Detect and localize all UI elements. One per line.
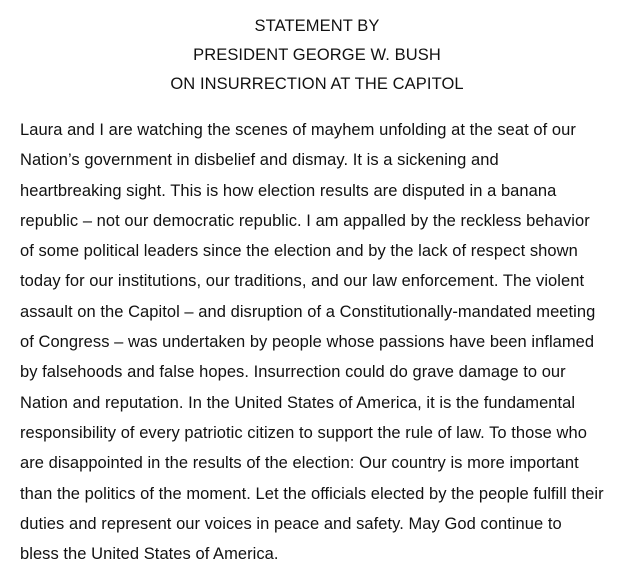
body-line: responsibility of every patriotic citizen to support the rule of law. To those who [20, 423, 587, 442]
body-line: today for our institutions, our traditions, and our law enforcement. The violent [20, 272, 585, 291]
body-line: are disappointed in the results of the election: Our country is more important [20, 454, 579, 473]
body-line: heartbreaking sight. This is how election results are disputed in a banana [20, 181, 557, 200]
body-line: of Congress – was undertaken by people whose passions have been inflamed [20, 333, 595, 352]
heading-line-statement-by: STATEMENT BY [254, 17, 380, 35]
heading-line-subject: ON INSURRECTION AT THE CAPITOL [170, 75, 464, 93]
body-line: republic – not our democratic republic. I am appalled by the reckless behavior [20, 211, 590, 230]
body-line: by falsehoods and false hopes. Insurrection could do grave damage to our [20, 363, 566, 382]
statement-body [20, 115, 630, 569]
body-line: than the politics of the moment. Let the officials elected by the people fulfill their [20, 484, 604, 503]
heading-line-author: PRESIDENT GEORGE W. BUSH [193, 46, 441, 64]
body-line: duties and represent our voices in peace and safety. May God continue to [20, 514, 562, 533]
body-line: assault on the Capitol – and disruption of a Constitutionally-mandated meeting [20, 302, 596, 321]
body-line: of some political leaders since the election and by the lack of respect shown [20, 242, 578, 261]
body-line: bless the United States of America. [20, 545, 279, 564]
body-line: Nation and reputation. In the United States of America, it is the fundamental [20, 393, 576, 412]
body-line: Nation’s government in disbelief and dismay. It is a sickening and [20, 151, 499, 170]
body-line: Laura and I are watching the scenes of mayhem unfolding at the seat of our [20, 121, 576, 139]
statement-heading [0, 12, 634, 99]
